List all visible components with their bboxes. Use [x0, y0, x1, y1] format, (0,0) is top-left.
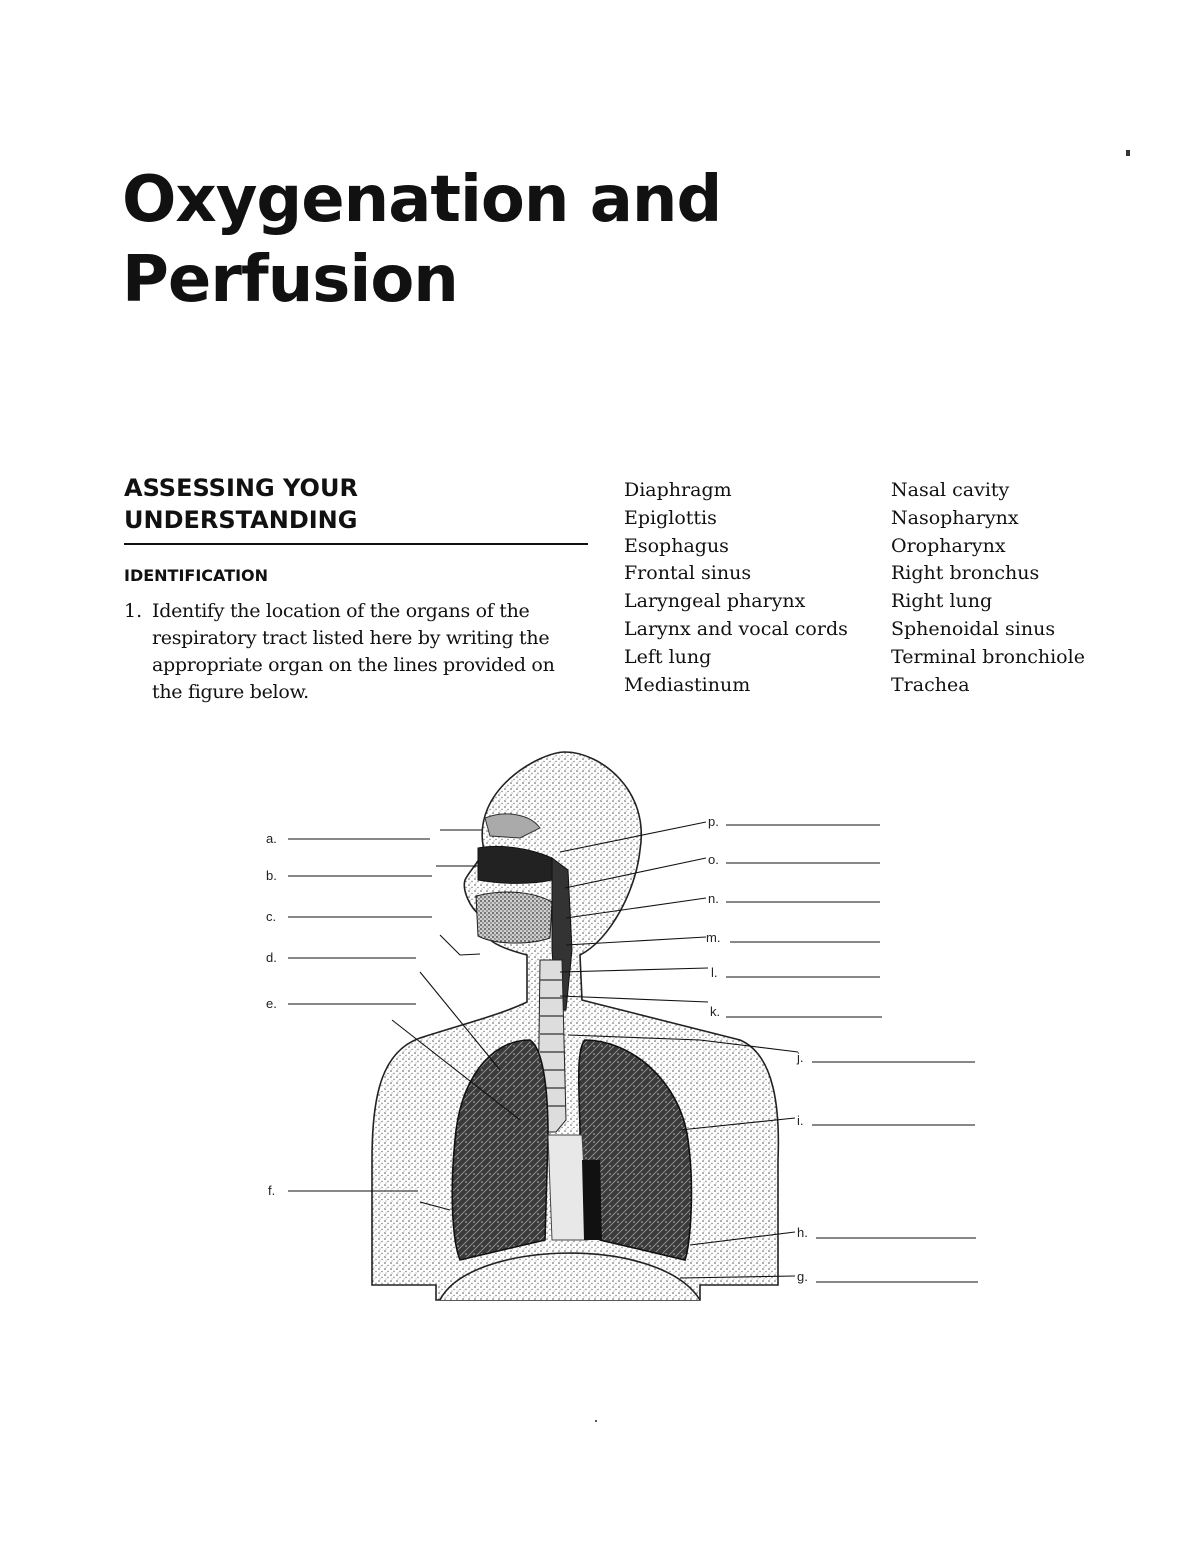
label-c: c. — [266, 909, 277, 924]
word-bank-item: Nasal cavity — [891, 479, 1010, 501]
section-heading-line-2: UNDERSTANDING — [124, 506, 358, 534]
label-j: j. — [797, 1050, 804, 1065]
label-e: e. — [266, 996, 277, 1011]
label-m: m. — [706, 930, 721, 945]
identification-subheading: IDENTIFICATION — [124, 566, 269, 585]
label-a: a. — [266, 831, 277, 846]
section-divider — [124, 543, 588, 545]
label-d: d. — [266, 950, 277, 965]
word-bank-column-2 — [891, 477, 1085, 699]
question-number: 1. — [124, 600, 143, 622]
label-n: n. — [708, 891, 719, 906]
word-bank-item: Terminal bronchiole — [891, 645, 1085, 668]
word-bank-item: Nasopharynx — [891, 506, 1019, 529]
word-bank-item: Left lung — [624, 645, 712, 668]
word-bank-column-1 — [624, 477, 848, 699]
word-bank-item: Right lung — [891, 590, 993, 613]
scan-mark — [1126, 150, 1130, 156]
question-text: Identify the location of the organs of the respiratory tract listed here by writing the appropriate organ on the lines provided on the figure below. — [152, 600, 555, 703]
label-i: i. — [797, 1113, 804, 1128]
word-bank-item: Larynx and vocal cords — [624, 617, 848, 640]
word-bank-item: Right bronchus — [891, 562, 1040, 585]
label-h: h. — [797, 1225, 808, 1240]
respiratory-tract-figure — [0, 740, 1200, 1320]
label-o: o. — [708, 852, 719, 867]
section-heading-line-1: ASSESSING YOUR — [124, 474, 358, 502]
word-bank-item: Esophagus — [624, 534, 729, 557]
word-bank-item: Diaphragm — [624, 479, 732, 501]
word-bank-item: Mediastinum — [624, 673, 751, 696]
body-silhouette — [372, 752, 778, 1300]
page-title — [122, 160, 822, 320]
word-bank-item: Epiglottis — [624, 506, 717, 529]
label-b: b. — [266, 868, 277, 883]
word-bank-item: Frontal sinus — [624, 562, 752, 585]
label-l: l. — [711, 965, 718, 980]
word-bank-item: Trachea — [891, 673, 970, 696]
title-line-1: Oxygenation and — [122, 163, 722, 237]
question-1 — [124, 598, 574, 706]
label-g: g. — [797, 1269, 808, 1284]
word-bank-item: Laryngeal pharynx — [624, 590, 806, 613]
word-bank-item: Sphenoidal sinus — [891, 617, 1056, 640]
label-k: k. — [710, 1004, 721, 1019]
word-bank-item: Oropharynx — [891, 534, 1006, 557]
section-heading — [124, 472, 594, 536]
scan-mark — [595, 1420, 597, 1422]
label-f: f. — [268, 1183, 276, 1198]
title-line-2: Perfusion — [122, 243, 458, 317]
label-p: p. — [708, 814, 719, 829]
